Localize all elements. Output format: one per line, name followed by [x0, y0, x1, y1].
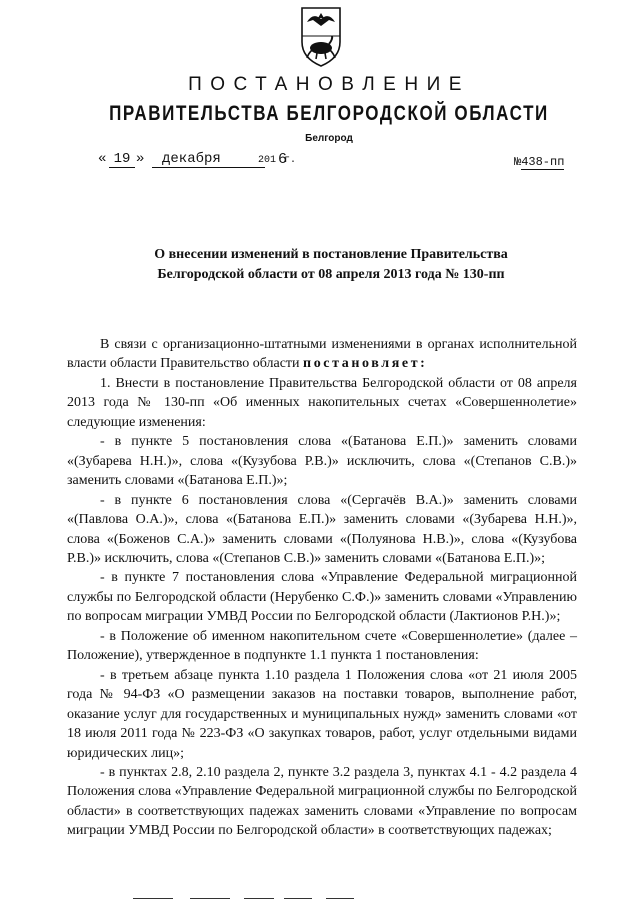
- footer-divider: [244, 898, 274, 899]
- city-label: Белгород: [305, 133, 353, 144]
- number-prefix: №: [514, 155, 522, 169]
- footer-divider: [284, 898, 312, 899]
- issuer-title: ПРАВИТЕЛЬСТВА БЕЛГОРОДСКОЙ ОБЛАСТИ: [109, 101, 549, 125]
- coat-of-arms-icon: [299, 6, 343, 68]
- date-year-prefix: 201: [258, 155, 277, 166]
- date-year-suffix: 6: [278, 151, 288, 168]
- date-year-dot: г.: [284, 155, 297, 166]
- document-heading: [0, 245, 640, 285]
- date-day: 19: [109, 151, 135, 168]
- preamble-text: В связи с организационно-штатными изменениями в органах исполнительной власти области Правительство области: [67, 337, 577, 372]
- footer-divider: [133, 898, 173, 899]
- paragraph-item-5: - в пункте 5 постановления слова «(Батанова Е.П.)» заменить словами «(Зубарева Н.Н.)», слова «(Кузубова Р.В.)» исключить, слова «(Степанов С.В.)» заменить словами «(Батанова Е.П.)»;: [67, 434, 577, 489]
- paragraph-clause-1-10: - в третьем абзаце пункта 1.10 раздела 1 Положения слова «от 21 июля 2005 года № 94-ФЗ «О размещении заказов на поставки товаров, выполнение работ, оказание услуг для государственных и муниципальных нужд» заменить словами «от 18 июля 2011 года № 223-ФЗ «О закупках товаров, работ, услуг отдельными видами юридических лиц»;: [67, 667, 577, 761]
- paragraph-preamble: [67, 335, 577, 374]
- document-body: [67, 335, 577, 841]
- document-number: [514, 155, 564, 169]
- footer-divider: [326, 898, 354, 899]
- number-value: 438-пп: [521, 155, 565, 169]
- document-type-title: ПОСТАНОВЛЕНИЕ: [188, 74, 470, 95]
- heading-line-2: Белгородской области от 08 апреля 2013 года № 130-пп: [157, 267, 505, 282]
- heading-line-1: О внесении изменений в постановление Правительства: [154, 247, 508, 262]
- paragraph-clauses-2-4: - в пунктах 2.8, 2.10 раздела 2, пункте 3.2 раздела 3, пунктах 4.1 - 4.2 раздела 4 Положения слова «Управление Федеральной миграционной службы по Белгородской области» в соответствующих падежах заменить словами «Управление по вопросам миграции УМВД России по Белгородской области» в соответствующих падежах;: [67, 764, 577, 839]
- footer-divider: [190, 898, 230, 899]
- paragraph-1: 1. Внести в постановление Правительства Белгородской области от 08 апреля 2013 года № 130-пп «Об именных накопительных счетах «Совершеннолетие» следующие изменения:: [67, 375, 577, 430]
- date-open-quote: «: [98, 151, 107, 167]
- date-close-quote: »: [136, 151, 145, 167]
- paragraph-item-6: - в пункте 6 постановления слова «(Сергачёв В.А.)» заменить словами «(Павлова О.А.)», слова «(Батанова Е.П.)» заменить словами «(Зубарева Н.Н.)», слова «(Боженов С.А.)» заменить словами «(Полуянова Н.В.)», слова «(Кузубова Р.В.)» исключить, слова «(Степанов С.В.)» заменить словами «(Батанова Е.П.)»;: [67, 492, 577, 566]
- paragraph-regulation: - в Положение об именном накопительном счете «Совершеннолетие» (далее – Положение), утвержденное в подпункте 1.1 пункта 1 постановления:: [67, 628, 577, 664]
- resolves-word: постановляет:: [303, 356, 428, 372]
- date-month: декабря: [152, 151, 265, 168]
- paragraph-item-7: - в пункте 7 постановления слова «Управление Федеральной миграционной службы по Белгородской области (Нерубенко С.Ф.)» заменить словами «Управлению по вопросам миграции УМВД России по Белгородской области (Лактионов Р.Н.)»;: [67, 570, 577, 625]
